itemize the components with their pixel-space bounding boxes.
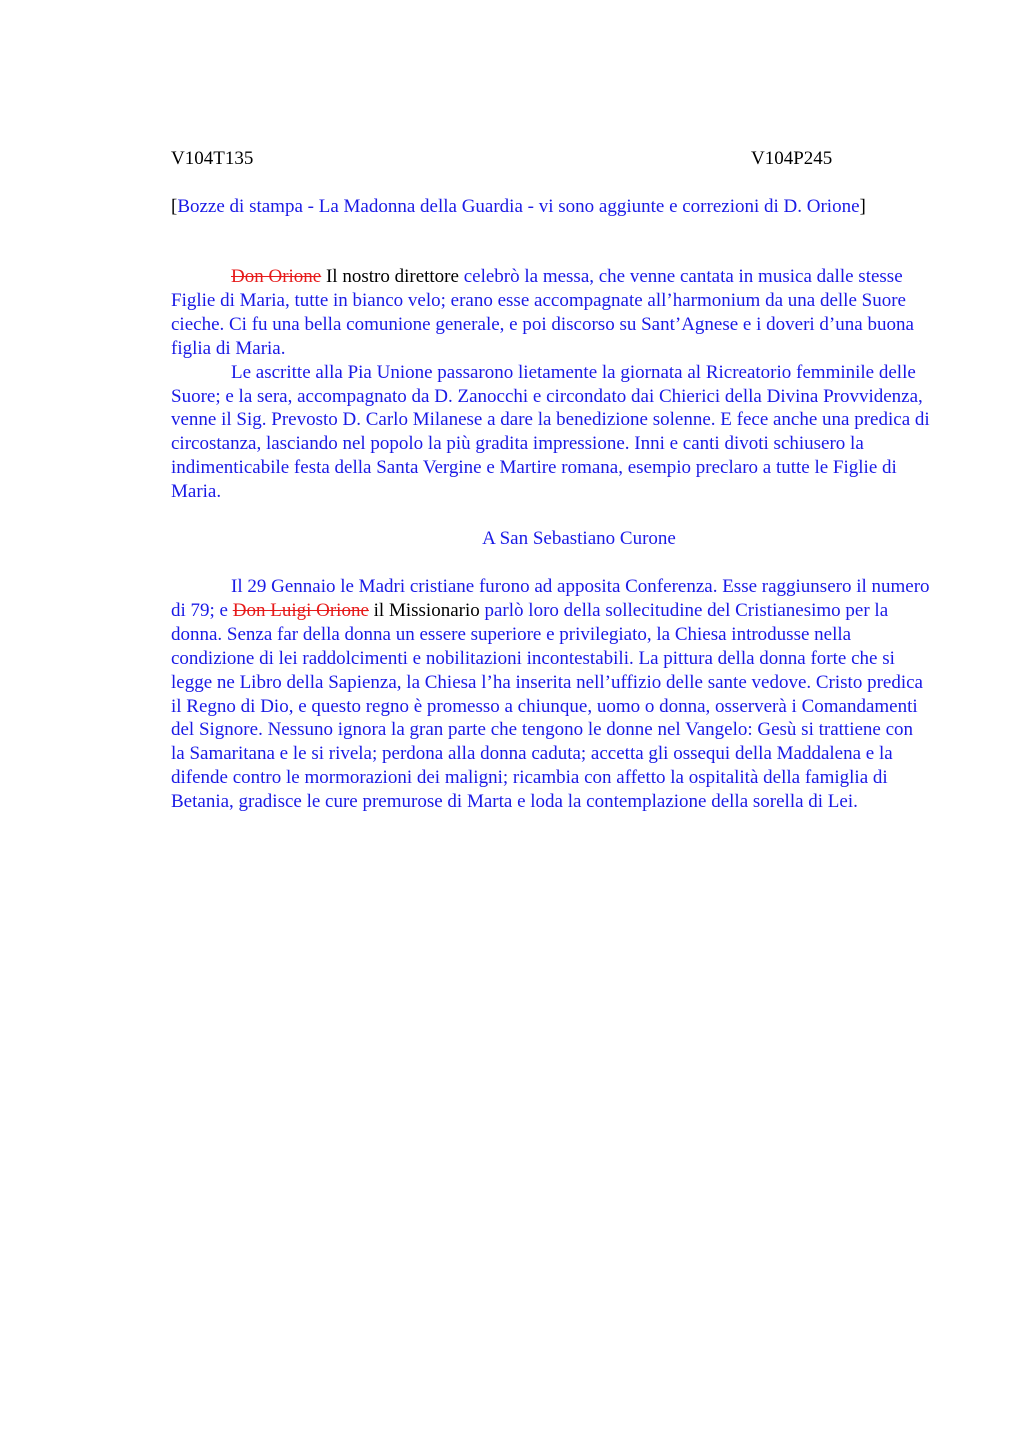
note-open-bracket: [ (171, 196, 178, 217)
paragraph-1 (171, 265, 931, 361)
deleted-text: Don Orione (231, 266, 322, 287)
note-text: Bozze di stampa - La Madonna della Guardia - vi sono aggiunte e correzioni di D. Orione (177, 196, 860, 217)
inserted-text: il Missionario (373, 599, 480, 621)
paragraph-1-text: celebrò la messa, che venne cantata in musica dalle stesse Figlie di Maria, tutte in bianco velo; erano esse accompagnate all’harmonium da una delle Suore cieche. Ci fu una bella comunione generale, e poi discorso su Sant’Agnese e i doveri d’una buona figlia di Maria. (171, 266, 914, 359)
note-close-bracket: ] (859, 196, 866, 217)
body-block-1 (171, 265, 931, 504)
paragraph-3-text-after: parlò loro della sollecitudine del Cristianesimo per la donna. Senza far della donna un essere superiore e privilegiato, la Chiesa introdusse nella condizione di lei raddolcimenti e nobilitazioni incontestabili. La pittura della donna forte che si legge ne Libro della Sapienza, la Chiesa l’ha inserita nell’uffizio delle sante vedove. Cristo predica il Regno di Dio, e questo regno è promesso a chiunque, uomo o donna, osserverà i Comandamenti del Signore. Nessuno ignora la gran parte che tengono le donne nel Vangelo: Gesù si trattiene con la Samaritana e le si rivela; perdona alla donna caduta; accetta gli ossequi della Maddalena e la difende contro le mormorazioni dei maligni; ricambia con affetto la ospitalità della famiglia di Betania, gradisce le cure premurose di Marta e loda la contemplazione della sorella di Lei. (171, 599, 923, 813)
deleted-text: Don Luigi Orione (232, 599, 369, 621)
body-block-2 (171, 575, 931, 814)
section-heading: A San Sebastiano Curone (482, 528, 676, 549)
editorial-note (171, 195, 961, 219)
reference-code-right: V104P245 (751, 148, 833, 169)
paragraph-2: Le ascritte alla Pia Unione passarono lietamente la giornata al Ricreatorio femminile delle Suore; e la sera, accompagnato da D. Zanocchi e circondato dai Chierici della Divina Provvidenza, venne il Sig. Prevosto D. Carlo Milanese a dare la benedizione solenne. E fece anche una predica di circostanza, lasciando nel popolo la più gradita impressione. Inni e canti divoti schiusero la indimenticabile festa della Santa Vergine e Martire romana, esempio preclaro a tutte le Figlie di Maria. (171, 361, 930, 503)
paragraph-3-text-before: Il 29 Gennaio le Madri cristiane furono ad apposita Conferenza. Esse raggiunsero il numero di 79; e (171, 576, 930, 621)
inserted-text: Il nostro direttore (325, 266, 459, 287)
paragraph-3 (171, 575, 931, 814)
reference-code-left: V104T135 (171, 148, 254, 169)
